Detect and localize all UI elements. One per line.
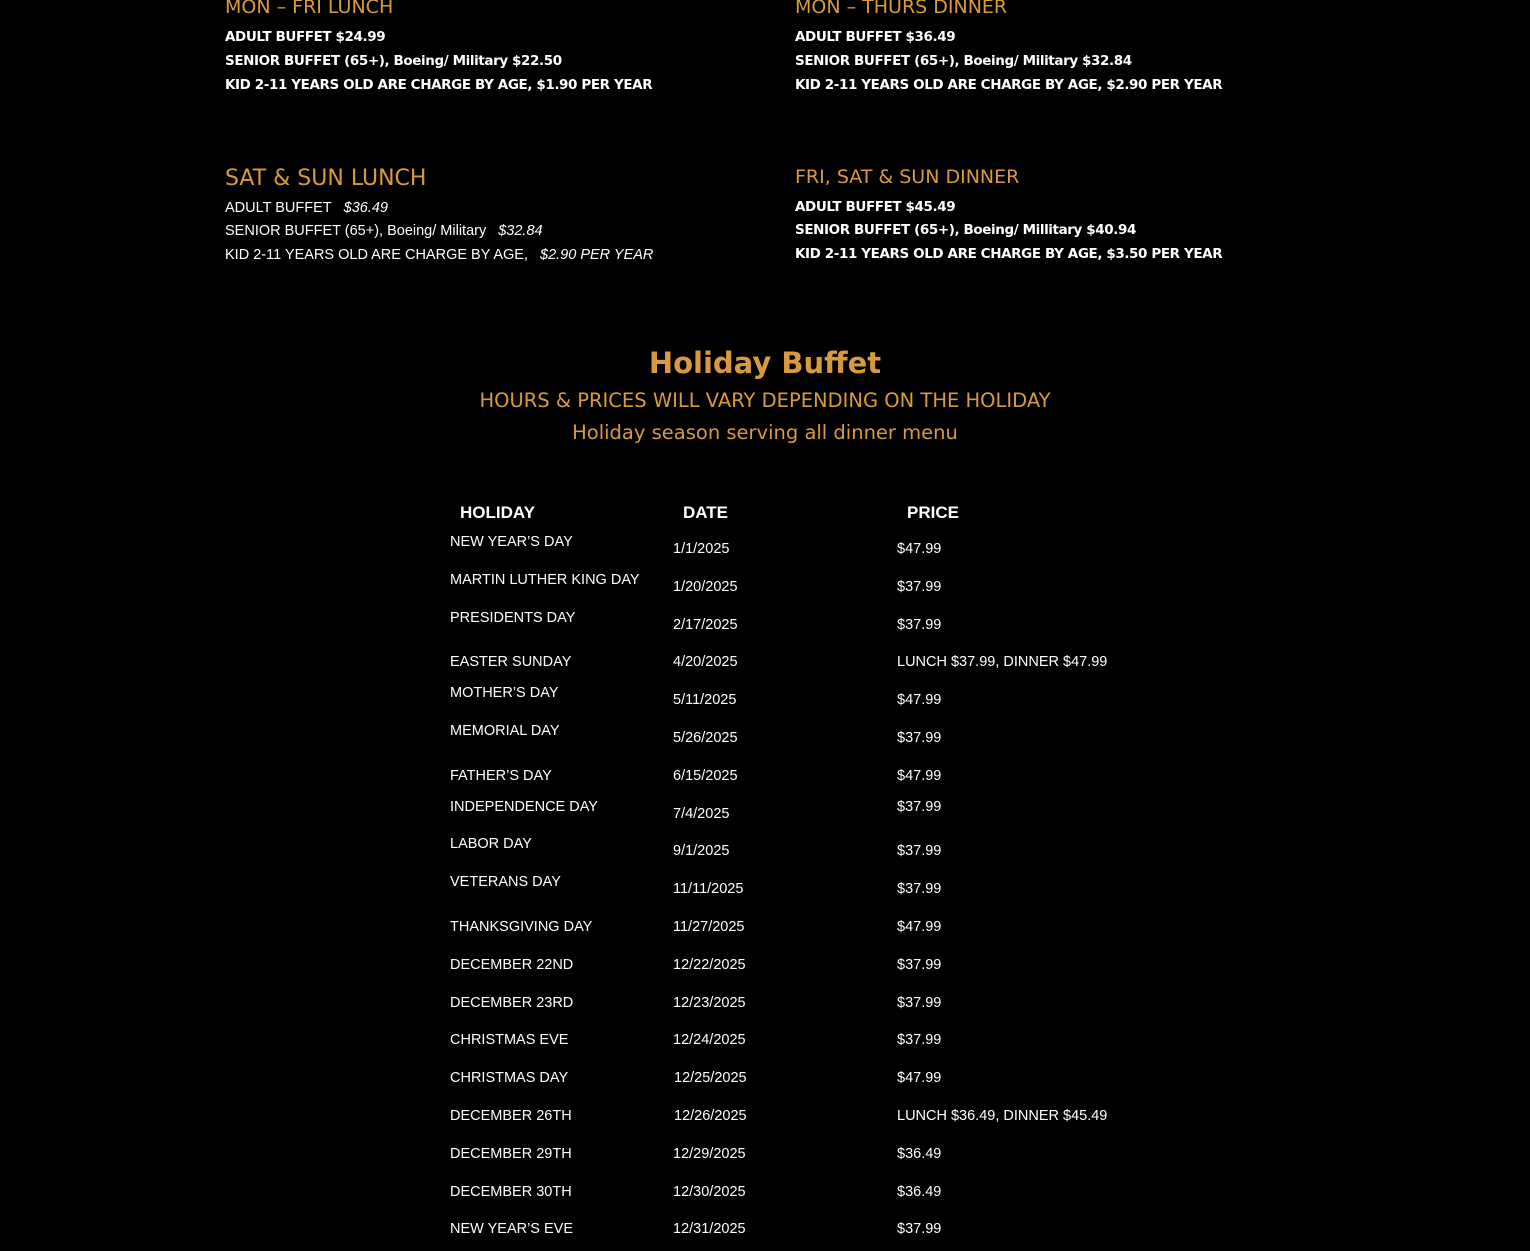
table-row-holiday: CHRISTMAS EVE <box>450 1032 569 1048</box>
column-header-holiday: HOLIDAY <box>460 503 535 522</box>
table-row-holiday: DECEMBER 29TH <box>450 1146 572 1162</box>
table-row-holiday: CHRISTMAS DAY <box>450 1070 569 1086</box>
mon-thurs-dinner-senior: SENIOR BUFFET (65+), Boeing/ Military $32.84 <box>795 53 1132 69</box>
fri-sat-sun-dinner-title: FRI, SAT & SUN DINNER <box>795 166 1020 188</box>
table-row-price: $37.99 <box>897 995 942 1011</box>
table-row-date: 12/26/2025 <box>674 1108 747 1124</box>
table-row-holiday: NEW YEAR’S EVE <box>450 1221 574 1237</box>
table-row-price: $36.49 <box>897 1146 942 1162</box>
holiday-buffet-note: Holiday season serving all dinner menu <box>572 421 958 444</box>
column-header-price: PRICE <box>907 503 959 522</box>
sat-sun-lunch-adult-label: ADULT BUFFET <box>225 200 332 216</box>
table-row-holiday: MEMORIAL DAY <box>450 723 560 739</box>
table-row-date: 12/29/2025 <box>673 1146 746 1162</box>
table-row-price: $37.99 <box>897 617 942 633</box>
table-row-holiday: THANKSGIVING DAY <box>450 919 593 935</box>
table-row-price: $47.99 <box>897 541 942 557</box>
table-row-price: $47.99 <box>897 1070 942 1086</box>
table-row-date: 1/1/2025 <box>673 541 730 557</box>
mon-thurs-dinner-kid: KID 2-11 YEARS OLD ARE CHARGE BY AGE, $2.90 PER YEAR <box>795 77 1223 93</box>
table-row-price: LUNCH $36.49, DINNER $45.49 <box>897 1108 1108 1124</box>
sat-sun-lunch-kid-label: KID 2-11 YEARS OLD ARE CHARGE BY AGE, <box>225 247 529 263</box>
table-row-holiday: MARTIN LUTHER KING DAY <box>450 572 640 588</box>
table-row-holiday: FATHER’S DAY <box>450 768 552 784</box>
table-row-holiday: PRESIDENTS DAY <box>450 610 576 626</box>
sat-sun-lunch-adult-price: $36.49 <box>343 200 388 216</box>
holiday-buffet-subtitle: HOURS & PRICES WILL VARY DEPENDING ON THE HOLIDAY <box>479 389 1051 412</box>
table-row-date: 6/15/2025 <box>673 768 738 784</box>
table-row-date: 7/4/2025 <box>673 806 730 822</box>
table-row-holiday: DECEMBER 22ND <box>450 957 574 973</box>
table-row-holiday: DECEMBER 26TH <box>450 1108 572 1124</box>
table-row-date: 11/27/2025 <box>673 919 745 935</box>
table-row-date: 2/17/2025 <box>673 617 738 633</box>
table-row-price: $37.99 <box>897 1221 942 1237</box>
table-row-date: 12/31/2025 <box>673 1221 746 1237</box>
table-row-price: $37.99 <box>897 579 942 595</box>
sat-sun-lunch-kid <box>225 247 653 263</box>
table-row-price: $47.99 <box>897 692 942 708</box>
table-row-holiday: DECEMBER 23RD <box>450 995 574 1011</box>
table-row-price: $37.99 <box>897 730 942 746</box>
table-row-holiday: LABOR DAY <box>450 836 532 852</box>
table-row-date: 12/30/2025 <box>673 1184 746 1200</box>
table-row-holiday: DECEMBER 30TH <box>450 1184 572 1200</box>
table-row-date: 12/24/2025 <box>673 1032 746 1048</box>
mon-thurs-dinner-title: MON – THURS DINNER <box>795 0 1008 18</box>
table-row-holiday: NEW YEAR’S DAY <box>450 534 573 550</box>
table-row-price: $37.99 <box>897 957 942 973</box>
sat-sun-lunch-senior-price: $32.84 <box>498 223 543 239</box>
table-row-price: $37.99 <box>897 881 942 897</box>
mon-thurs-dinner-adult: ADULT BUFFET $36.49 <box>795 29 956 45</box>
table-row-price: $37.99 <box>897 799 942 815</box>
table-row-holiday: EASTER SUNDAY <box>450 654 572 670</box>
mon-fri-lunch-title: MON – FRI LUNCH <box>225 0 394 18</box>
mon-fri-lunch-senior: SENIOR BUFFET (65+), Boeing/ Military $22.50 <box>225 53 562 69</box>
table-row-date: 4/20/2025 <box>673 654 738 670</box>
fri-sat-sun-dinner-senior: SENIOR BUFFET (65+), Boeing/ Millitary $40.94 <box>795 222 1136 238</box>
fri-sat-sun-dinner-adult: ADULT BUFFET $45.49 <box>795 199 956 215</box>
table-row-price: $36.49 <box>897 1184 942 1200</box>
table-row-date: 9/1/2025 <box>673 843 730 859</box>
table-row-date: 5/26/2025 <box>673 730 738 746</box>
table-row-date: 5/11/2025 <box>673 692 737 708</box>
table-row-price: $47.99 <box>897 919 942 935</box>
table-row-holiday: INDEPENDENCE DAY <box>450 799 598 815</box>
sat-sun-lunch-senior <box>225 223 543 239</box>
sat-sun-lunch-title: SAT & SUN LUNCH <box>225 166 427 191</box>
table-row-date: 12/25/2025 <box>674 1070 747 1086</box>
sat-sun-lunch-senior-label: SENIOR BUFFET (65+), Boeing/ Military <box>225 223 487 239</box>
mon-fri-lunch-adult: ADULT BUFFET $24.99 <box>225 29 386 45</box>
table-row-price: $47.99 <box>897 768 942 784</box>
table-row-price: $37.99 <box>897 1032 942 1048</box>
table-row-date: 11/11/2025 <box>673 881 744 897</box>
table-row-date: 12/22/2025 <box>673 957 746 973</box>
column-header-date: DATE <box>683 503 729 522</box>
table-row-price: $37.99 <box>897 843 942 859</box>
mon-fri-lunch-kid: KID 2-11 YEARS OLD ARE CHARGE BY AGE, $1.90 PER YEAR <box>225 77 653 93</box>
table-row-date: 12/23/2025 <box>673 995 746 1011</box>
fri-sat-sun-dinner-kid: KID 2-11 YEARS OLD ARE CHARGE BY AGE, $3.50 PER YEAR <box>795 246 1223 262</box>
sat-sun-lunch-kid-price: $2.90 PER YEAR <box>540 247 654 263</box>
sat-sun-lunch-adult <box>225 200 388 216</box>
table-row-price: LUNCH $37.99, DINNER $47.99 <box>897 654 1108 670</box>
table-row-holiday: MOTHER’S DAY <box>450 685 559 701</box>
table-row-date: 1/20/2025 <box>673 579 738 595</box>
holiday-buffet-title: Holiday Buffet <box>648 346 882 380</box>
table-row-holiday: VETERANS DAY <box>450 874 561 890</box>
